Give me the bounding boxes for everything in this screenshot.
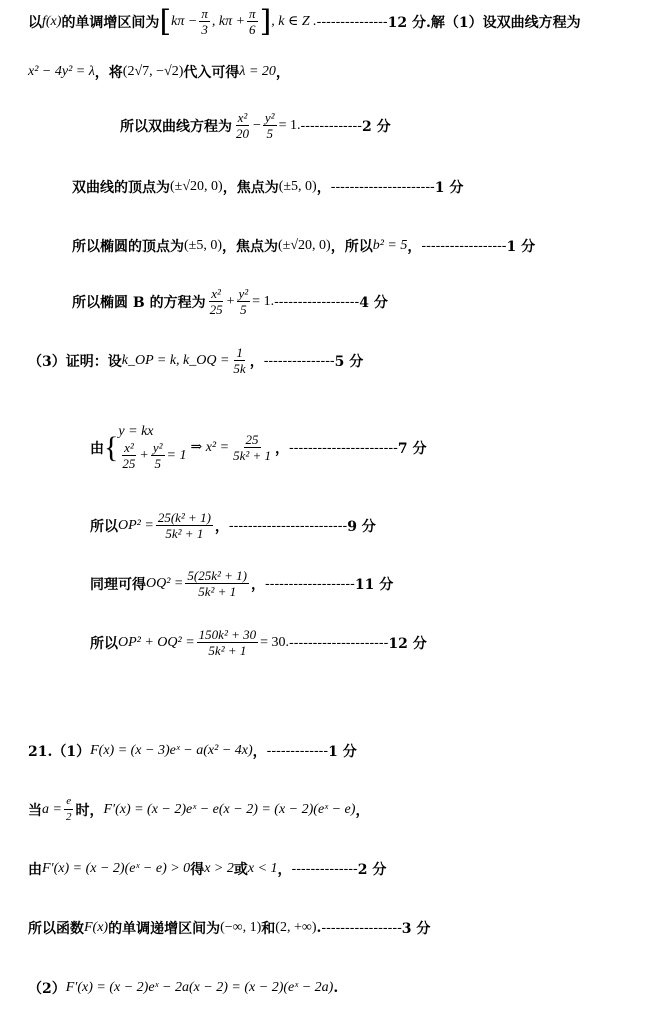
score-text: 2 分	[357, 862, 387, 878]
fraction	[231, 345, 247, 376]
text: （2）	[28, 981, 66, 997]
denominator: 5k² + 1	[233, 448, 272, 463]
line-1	[28, 3, 581, 39]
denominator: 2	[65, 811, 72, 823]
text: ，	[275, 440, 290, 457]
fraction	[120, 440, 137, 471]
fraction	[237, 286, 251, 317]
math: OP² + OQ² =	[118, 634, 195, 650]
numerator: y²	[152, 440, 163, 455]
text: 时，	[75, 802, 104, 819]
line-10	[90, 568, 393, 599]
numerator: x²	[211, 286, 221, 301]
math: OP² =	[118, 517, 154, 533]
numerator: 1	[236, 345, 243, 360]
right-bracket: ]	[259, 3, 272, 39]
math: +	[226, 293, 235, 309]
denominator: 5k	[233, 361, 246, 376]
numerator: π	[201, 6, 208, 21]
numerator: x²	[124, 440, 134, 455]
text: 同理可得	[90, 576, 146, 593]
math: , k ∈ Z .	[271, 14, 317, 29]
math: (±√20, 0)	[278, 238, 331, 253]
text: 所以椭圆 B 的方程为	[72, 294, 206, 311]
text: 所以函数	[28, 921, 84, 937]
score-text: 9 分	[347, 518, 376, 535]
text: ，	[214, 518, 229, 535]
math-fx: F(x)	[84, 920, 109, 935]
math: , kπ +	[211, 13, 246, 29]
score-text: 12 分.解（1）设双曲线方程为	[387, 14, 581, 31]
line-13	[28, 794, 369, 825]
score-text: 7 分	[397, 440, 427, 457]
math: F(x) = (x − 3)eˣ − a(x² − 4x)	[90, 743, 253, 758]
numerator: 25	[245, 432, 259, 447]
fraction	[185, 568, 249, 599]
line-3	[120, 110, 391, 141]
text: 所以椭圆的顶点为	[72, 239, 184, 255]
math: x² − 4y² = λ	[28, 64, 95, 79]
equation: y = kx	[118, 424, 154, 439]
score-text: 2 分	[361, 118, 391, 135]
numerator: 150k² + 30	[198, 627, 257, 642]
text: 的单调递增区间为	[108, 921, 221, 937]
text: 代入可得	[183, 65, 240, 81]
text: 或	[233, 862, 248, 878]
score-dashes: -------------	[266, 743, 329, 759]
fraction	[64, 794, 74, 825]
numerator: e	[64, 794, 73, 810]
equation-system	[118, 424, 186, 471]
math: F′(x) = (x − 2)(eˣ − e) > 0	[42, 861, 191, 876]
math: λ = 20	[239, 64, 276, 79]
fraction	[156, 510, 213, 541]
score-dashes: ---------------------	[289, 634, 389, 651]
text: .	[333, 980, 339, 996]
math: (±5, 0)	[278, 179, 317, 194]
denominator: 25	[122, 456, 136, 471]
line-11	[90, 627, 427, 658]
score-dashes: ------------------	[274, 293, 360, 310]
text: ，将	[94, 65, 123, 81]
math: (2√7, −√2)	[122, 64, 184, 79]
text: 得	[190, 862, 205, 878]
denominator: 5k² + 1	[165, 526, 204, 541]
text: 双曲线的顶点为	[72, 180, 170, 196]
score-dashes: ---------------	[263, 352, 335, 369]
text: ，	[249, 353, 264, 370]
score-dashes: -------------	[300, 117, 362, 134]
denominator: 3	[201, 22, 208, 37]
left-bracket: [	[159, 3, 172, 39]
text: ，	[252, 744, 267, 760]
math: (±5, 0)	[184, 238, 223, 253]
line-4	[72, 177, 463, 197]
score-text: 12 分	[388, 635, 427, 652]
math: +	[139, 447, 149, 463]
numerator: 25(k² + 1)	[157, 510, 211, 525]
line-2	[28, 62, 290, 82]
text: ，焦点为	[222, 180, 279, 196]
fraction	[197, 627, 258, 658]
math: x > 2	[204, 861, 234, 876]
denominator: 5	[266, 126, 273, 141]
score-dashes: ------------------	[421, 238, 507, 254]
line-5	[72, 236, 535, 256]
text: ，焦点为	[222, 239, 279, 255]
denominator: 5k² + 1	[208, 643, 247, 658]
score-text: 1 分	[328, 744, 357, 760]
numerator: π	[249, 6, 256, 21]
math: b² = 5	[372, 238, 408, 253]
score-dashes: ---------------	[316, 13, 388, 30]
math: a =	[42, 801, 62, 817]
numerator: y²	[264, 110, 275, 125]
score-text: 5 分	[334, 353, 364, 370]
line-9	[90, 510, 376, 541]
text: 和	[261, 921, 276, 937]
score-text: 1 分	[506, 239, 536, 255]
math: (±√20, 0)	[170, 179, 223, 194]
text: 由	[90, 440, 104, 457]
score-dashes: -----------------------	[289, 439, 398, 456]
text: 所以	[90, 635, 118, 652]
fraction	[247, 6, 258, 37]
text: 21.（1）	[28, 744, 91, 760]
fraction	[208, 286, 225, 317]
text: ，	[407, 239, 422, 255]
math: −	[253, 117, 261, 133]
fraction	[231, 432, 273, 463]
text: ，	[250, 576, 265, 593]
text: 由	[28, 862, 42, 878]
denominator: 5k² + 1	[198, 584, 237, 599]
math: F′(x) = (x − 2)eˣ − 2a(x − 2) = (x − 2)(eˣ − 2a)	[65, 980, 334, 995]
score-dashes: -----------------	[321, 920, 402, 936]
score-dashes: -------------------	[264, 575, 355, 592]
text: ，	[277, 862, 292, 878]
math: = 30.	[260, 634, 290, 650]
text: 当	[28, 802, 42, 819]
line-7	[28, 345, 363, 376]
score-dashes: -------------------------	[228, 517, 348, 534]
denominator: 5	[240, 302, 247, 317]
score-dashes: ----------------------	[330, 179, 435, 195]
math: F′(x) = (x − 2)eˣ − e(x − 2) = (x − 2)(eˣ − e)	[103, 801, 356, 817]
math: x < 1	[247, 861, 278, 876]
denominator: 25	[209, 302, 223, 317]
line-6	[72, 286, 388, 317]
math: ⇒ x² =	[190, 440, 230, 455]
math-fx: f(x)	[42, 13, 62, 29]
math: = 1.	[278, 117, 301, 133]
numerator: 5(25k² + 1)	[187, 568, 247, 583]
text: 的单调增区间为	[61, 14, 160, 31]
math: kπ −	[171, 13, 198, 29]
numerator: y²	[238, 286, 249, 301]
fraction	[234, 110, 251, 141]
math: OQ² =	[146, 575, 184, 591]
line-14	[28, 859, 386, 879]
score-text: 11 分	[354, 576, 394, 593]
denominator: 20	[236, 126, 249, 141]
score-dashes: --------------	[291, 861, 358, 877]
text: （3）证明：设	[28, 353, 122, 370]
score-text: 1 分	[434, 180, 464, 196]
math: = 1.	[252, 293, 275, 309]
score-text: 3 分	[401, 921, 431, 937]
denominator: 6	[249, 22, 256, 37]
brace: {	[104, 430, 119, 464]
numerator: x²	[237, 110, 248, 125]
fraction	[151, 440, 165, 471]
text: 以	[28, 14, 42, 31]
text: ，所以	[330, 239, 373, 255]
line-8	[90, 424, 426, 471]
text: .	[316, 920, 322, 936]
text: 所以	[90, 518, 118, 535]
math: k_OP = k, k_OQ =	[121, 352, 230, 368]
math: = 1	[166, 447, 187, 463]
fraction	[263, 110, 277, 141]
line-15	[28, 918, 430, 938]
denominator: 5	[154, 456, 161, 471]
text: ，	[275, 65, 290, 81]
text: ，	[355, 802, 370, 819]
math: (2, +∞)	[275, 920, 317, 935]
line-16	[28, 978, 338, 998]
text: 所以双曲线方程为	[120, 118, 232, 135]
fraction	[199, 6, 210, 37]
equation	[118, 440, 186, 471]
line-12	[28, 741, 357, 761]
math: (−∞, 1)	[220, 920, 262, 935]
score-text: 4 分	[359, 294, 388, 311]
text: ，	[316, 180, 331, 196]
